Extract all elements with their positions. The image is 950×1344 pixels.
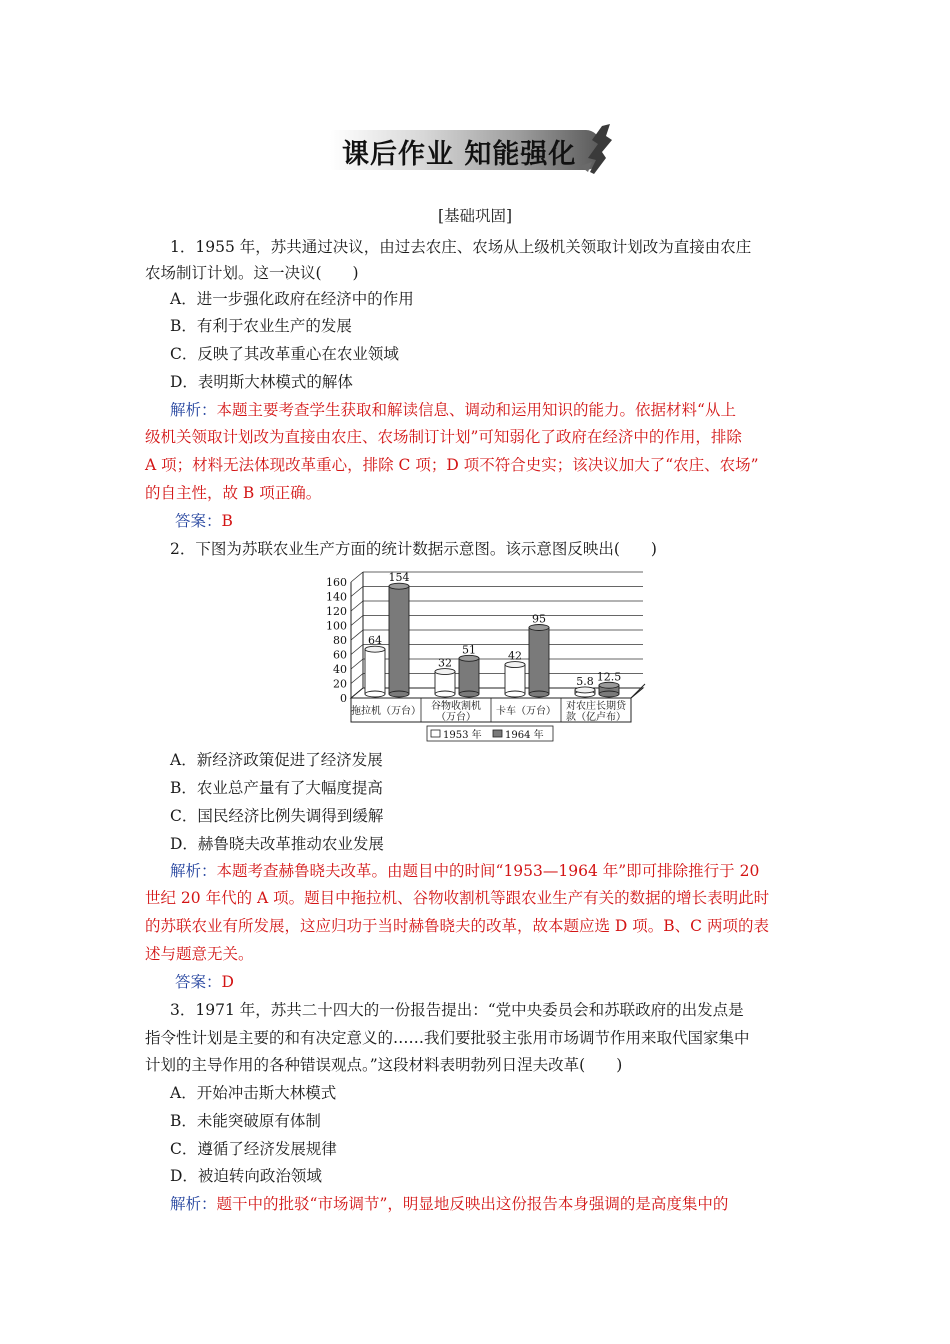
- legend-label-1: 1964 年: [505, 730, 544, 741]
- section-banner: [320, 122, 620, 178]
- q3-stem-line-2: 指令性计划是主要的和有决定意义的……我们要批驳主张用市场调节作用来取代国家集中: [145, 1029, 750, 1047]
- data-label-1-2: 95: [532, 612, 546, 626]
- data-label-0-1: 32: [438, 656, 452, 670]
- y-tick-label-7: 140: [326, 590, 347, 604]
- q2-option-d: D．赫鲁晓夫改革推动农业发展: [170, 835, 384, 853]
- q3-option-c: C．遵循了经济发展规律: [170, 1140, 337, 1158]
- y-tick-label-2: 40: [333, 663, 347, 676]
- q3-stem-line-3: 计划的主导作用的各种错误观点。”这段材料表明勃列日涅夫改革( ): [145, 1056, 623, 1074]
- q1-analysis-line-4: 的自主性，故 B 项正确。: [145, 484, 322, 502]
- q1-stem-line-2: 农场制订计划。这一决议( ): [145, 264, 359, 282]
- legend-swatch-1: [493, 730, 502, 737]
- q3-option-b: B．未能突破原有体制: [170, 1112, 321, 1130]
- data-label-0-2: 42: [508, 649, 522, 663]
- category-label-1-1: （万台）: [436, 712, 476, 723]
- y-tick-label-6: 120: [326, 605, 347, 618]
- grid-diagonal-7: [351, 587, 363, 597]
- data-label-0-0: 64: [368, 634, 382, 648]
- q3-analysis-line-1: [170, 1194, 728, 1214]
- q2-analysis-line-1: [170, 861, 759, 881]
- data-label-1-3: 12.5: [596, 670, 622, 684]
- chart-bars: [365, 571, 621, 697]
- floor-right-edge: [631, 684, 645, 698]
- bar-base-0-2: [505, 691, 525, 697]
- data-label-0-3: 5.8: [576, 674, 594, 688]
- q3-option-a: A．开始冲击斯大林模式: [170, 1084, 337, 1102]
- y-tick-label-1: 20: [333, 677, 347, 691]
- q1-answer-value: B: [221, 512, 233, 530]
- grid-diagonal-3: [351, 645, 363, 655]
- grid-diagonal-8: [351, 572, 363, 582]
- y-tick-label-3: 60: [333, 648, 347, 662]
- q1-analysis-line-1: [170, 400, 736, 420]
- q1-answer: [175, 511, 233, 531]
- bar-base-0-1: [435, 691, 455, 697]
- bar-base-0-0: [365, 691, 385, 697]
- bar-base-1-0: [389, 691, 409, 697]
- q2-stem: 2．下图为苏联农业生产方面的统计数据示意图。该示意图反映出( ): [170, 540, 657, 558]
- q1-stem-line-1: 1．1955 年，苏共通过决议，由过去农庄、农场从上级机关领取计划改为直接由农庄: [170, 238, 752, 256]
- y-tick-label-8: 160: [326, 576, 347, 589]
- q2-analysis-line-4: 述与题意无关。: [145, 945, 254, 963]
- grid-diagonal-4: [351, 630, 363, 640]
- bar-0-0: [365, 649, 385, 694]
- q2-option-b: B．农业总产量有了大幅度提高: [170, 779, 383, 797]
- grid-diagonal-2: [351, 659, 363, 669]
- legend-swatch-0: [431, 730, 440, 737]
- q1-option-a: A．进一步强化政府在经济中的作用: [170, 290, 414, 308]
- chart-yticks: [326, 576, 347, 705]
- q1-analysis-label: 解析：: [170, 401, 217, 419]
- q2-answer: [175, 972, 234, 992]
- chart-legend: [427, 726, 553, 741]
- q1-answer-label: 答案：: [175, 512, 222, 530]
- chart-category-labels: [351, 698, 627, 723]
- y-tick-label-5: 100: [326, 619, 347, 633]
- q3-analysis-label: 解析：: [170, 1195, 217, 1213]
- brush-stroke-icon: [572, 122, 620, 178]
- bar-0-2: [505, 665, 525, 694]
- q1-analysis-text-1: 本题主要考查学生获取和解读信息、调动和运用知识的能力。依据材料“从上: [216, 401, 736, 419]
- bar-1-1: [459, 658, 479, 694]
- q1-option-b: B．有利于农业生产的发展: [170, 317, 352, 335]
- q2-option-c: C．国民经济比例失调得到缓解: [170, 807, 384, 825]
- q3-option-d: D．被迫转向政治领域: [170, 1167, 322, 1185]
- category-label-0-0: 拖拉机（万台）: [351, 706, 421, 717]
- q1-option-c: C．反映了其改革重心在农业领域: [170, 345, 399, 363]
- agriculture-bar-chart: [315, 566, 675, 744]
- category-label-2-0: 卡车（万台）: [496, 706, 556, 717]
- q2-option-a: A．新经济政策促进了经济发展: [170, 751, 383, 769]
- banner-title: 课后作业 知能强化: [342, 139, 577, 170]
- data-label-1-1: 51: [462, 643, 476, 657]
- grid-diagonal-1: [351, 674, 363, 684]
- q1-analysis-line-2: 级机关领取计划改为直接由农庄、农场制订计划”可知弱化了政府在经济中的作用，排除: [145, 428, 742, 446]
- bar-base-1-2: [529, 691, 549, 697]
- category-label-3-0: 对农庄长期贷: [566, 701, 626, 712]
- section-label: [基础巩固]: [437, 207, 513, 225]
- q2-analysis-text-1: 本题考查赫鲁晓夫改革。由题目中的时间“1953—1964 年”即可排除推行于 20: [216, 862, 760, 880]
- q1-option-d: D．表明斯大林模式的解体: [170, 373, 353, 391]
- q2-analysis-line-2: 世纪 20 年代的 A 项。题目中拖拉机、谷物收割机等跟农业生产有关的数据的增长表明此时: [145, 889, 770, 907]
- category-label-1-0: 谷物收割机: [431, 701, 481, 712]
- bar-base-1-3: [599, 691, 619, 697]
- y-tick-label-0: 0: [340, 692, 347, 705]
- q2-analysis-line-3: 的苏联农业有所发展，这应归功于当时赫鲁晓夫的改革，故本题应选 D 项。B、C 两项的表: [145, 917, 769, 935]
- legend-label-0: 1953 年: [443, 730, 482, 741]
- y-tick-label-4: 80: [333, 634, 347, 647]
- q2-answer-value: D: [221, 973, 234, 991]
- q3-stem-line-1: 3．1971 年，苏共二十四大的一份报告提出：“党中央委员会和苏联政府的出发点是: [170, 1001, 744, 1019]
- q1-analysis-line-3: A 项；材料无法体现改革重心，排除 C 项；D 项不符合史实；该决议加大了“农庄、农场”: [145, 456, 759, 474]
- grid-diagonal-6: [351, 601, 363, 611]
- bar-1-2: [529, 628, 549, 695]
- bar-base-1-1: [459, 691, 479, 697]
- data-label-1-0: 154: [388, 571, 410, 585]
- category-label-3-1: 款（亿卢布）: [566, 712, 626, 723]
- q3-analysis-text-1: 题干中的批驳“市场调节”，明显地反映出这份报告本身强调的是高度集中的: [216, 1195, 729, 1213]
- bar-1-0: [389, 586, 409, 694]
- q2-analysis-label: 解析：: [170, 862, 217, 880]
- q2-answer-label: 答案：: [175, 973, 222, 991]
- grid-diagonal-5: [351, 616, 363, 626]
